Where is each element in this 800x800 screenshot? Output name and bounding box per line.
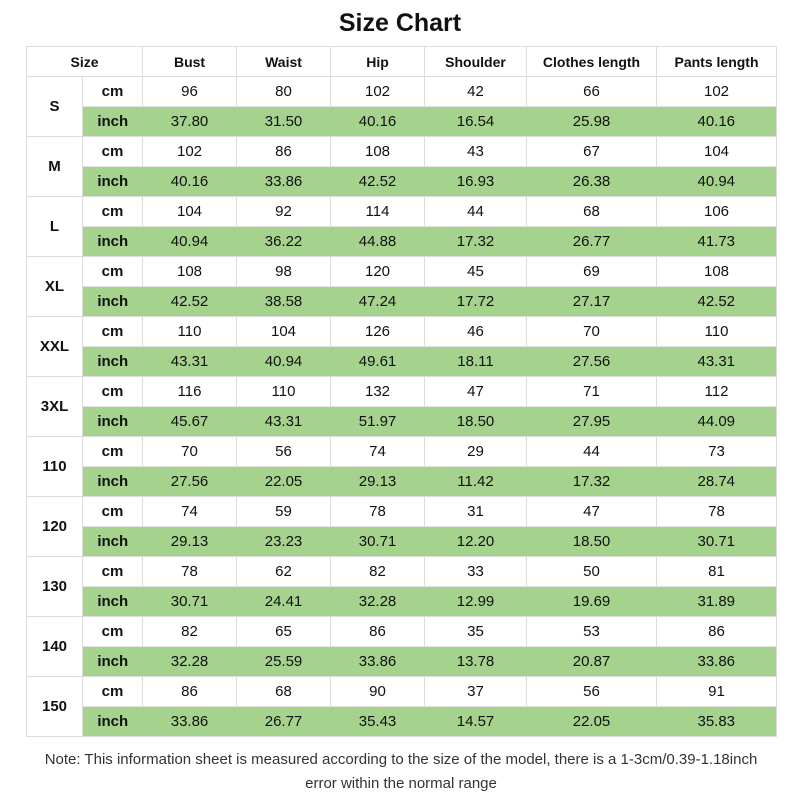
measurement-cell: 17.32 [425, 227, 527, 257]
measurement-cell: 59 [237, 497, 331, 527]
measurement-cell: 81 [657, 557, 777, 587]
measurement-cell: 40.94 [657, 167, 777, 197]
measurement-cell: 43.31 [657, 347, 777, 377]
unit-label-cm: cm [83, 77, 143, 107]
measurement-cell: 41.73 [657, 227, 777, 257]
measurement-cell: 65 [237, 617, 331, 647]
size-label: XXL [27, 317, 83, 377]
measurement-cell: 35 [425, 617, 527, 647]
measurement-cell: 38.58 [237, 287, 331, 317]
measurement-cell: 73 [657, 437, 777, 467]
measurement-cell: 106 [657, 197, 777, 227]
measurement-cell: 110 [237, 377, 331, 407]
measurement-cell: 71 [527, 377, 657, 407]
size-row-cm [27, 497, 777, 527]
measurement-cell: 90 [331, 677, 425, 707]
measurement-cell: 22.05 [527, 707, 657, 737]
unit-label-inch: inch [83, 347, 143, 377]
unit-label-cm: cm [83, 617, 143, 647]
measurement-cell: 69 [527, 257, 657, 287]
unit-label-cm: cm [83, 497, 143, 527]
size-row-cm [27, 257, 777, 287]
measurement-cell: 114 [331, 197, 425, 227]
measurement-cell: 96 [143, 77, 237, 107]
measurement-cell: 44.09 [657, 407, 777, 437]
measurement-cell: 80 [237, 77, 331, 107]
measurement-cell: 44 [527, 437, 657, 467]
unit-label-cm: cm [83, 377, 143, 407]
measurement-cell: 36.22 [237, 227, 331, 257]
size-label: 150 [27, 677, 83, 737]
measurement-cell: 33 [425, 557, 527, 587]
unit-label-inch: inch [83, 407, 143, 437]
size-row-inch [27, 347, 777, 377]
unit-label-cm: cm [83, 317, 143, 347]
measurement-cell: 56 [527, 677, 657, 707]
size-row-inch [27, 467, 777, 497]
measurement-cell: 32.28 [143, 647, 237, 677]
measurement-cell: 104 [657, 137, 777, 167]
measurement-cell: 46 [425, 317, 527, 347]
measurement-cell: 18.11 [425, 347, 527, 377]
measurement-cell: 104 [237, 317, 331, 347]
measurement-cell: 24.41 [237, 587, 331, 617]
size-row-cm [27, 377, 777, 407]
size-label: 130 [27, 557, 83, 617]
measurement-cell: 82 [331, 557, 425, 587]
measurement-cell: 12.99 [425, 587, 527, 617]
measurement-cell: 116 [143, 377, 237, 407]
measurement-cell: 18.50 [527, 527, 657, 557]
measurement-cell: 27.56 [143, 467, 237, 497]
header-bust: Bust [143, 47, 237, 77]
measurement-cell: 132 [331, 377, 425, 407]
size-label: S [27, 77, 83, 137]
measurement-cell: 23.23 [237, 527, 331, 557]
measurement-cell: 108 [143, 257, 237, 287]
measurement-cell: 26.77 [527, 227, 657, 257]
size-row-inch [27, 287, 777, 317]
unit-label-cm: cm [83, 257, 143, 287]
measurement-cell: 112 [657, 377, 777, 407]
measurement-cell: 82 [143, 617, 237, 647]
measurement-cell: 27.17 [527, 287, 657, 317]
size-row-inch [27, 407, 777, 437]
unit-label-inch: inch [83, 227, 143, 257]
measurement-cell: 86 [657, 617, 777, 647]
measurement-cell: 14.57 [425, 707, 527, 737]
unit-label-cm: cm [83, 557, 143, 587]
measurement-cell: 22.05 [237, 467, 331, 497]
measurement-cell: 11.42 [425, 467, 527, 497]
unit-label-inch: inch [83, 647, 143, 677]
measurement-cell: 37 [425, 677, 527, 707]
measurement-cell: 102 [143, 137, 237, 167]
unit-label-inch: inch [83, 167, 143, 197]
measurement-cell: 98 [237, 257, 331, 287]
measurement-cell: 104 [143, 197, 237, 227]
measurement-cell: 27.56 [527, 347, 657, 377]
measurement-cell: 108 [331, 137, 425, 167]
measurement-cell: 50 [527, 557, 657, 587]
measurement-cell: 26.77 [237, 707, 331, 737]
measurement-cell: 45 [425, 257, 527, 287]
measurement-cell: 43.31 [237, 407, 331, 437]
measurement-cell: 29.13 [331, 467, 425, 497]
measurement-cell: 40.16 [331, 107, 425, 137]
measurement-cell: 33.86 [237, 167, 331, 197]
size-row-inch [27, 527, 777, 557]
size-row-inch [27, 587, 777, 617]
measurement-cell: 17.72 [425, 287, 527, 317]
measurement-cell: 33.86 [657, 647, 777, 677]
size-row-cm [27, 437, 777, 467]
size-label: 120 [27, 497, 83, 557]
measurement-cell: 110 [657, 317, 777, 347]
measurement-cell: 31.89 [657, 587, 777, 617]
size-row-cm [27, 617, 777, 647]
measurement-cell: 37.80 [143, 107, 237, 137]
size-label: 140 [27, 617, 83, 677]
measurement-cell: 35.43 [331, 707, 425, 737]
measurement-cell: 78 [143, 557, 237, 587]
size-label: XL [27, 257, 83, 317]
measurement-cell: 42.52 [143, 287, 237, 317]
measurement-cell: 86 [237, 137, 331, 167]
unit-label-inch: inch [83, 467, 143, 497]
size-label: 3XL [27, 377, 83, 437]
size-row-inch [27, 647, 777, 677]
measurement-cell: 70 [527, 317, 657, 347]
measurement-cell: 62 [237, 557, 331, 587]
measurement-cell: 47 [527, 497, 657, 527]
measurement-cell: 19.69 [527, 587, 657, 617]
size-row-cm [27, 137, 777, 167]
unit-label-cm: cm [83, 197, 143, 227]
measurement-cell: 29 [425, 437, 527, 467]
measurement-note: Note: This information sheet is measured according to the size of the model, there is a 1-3cm/0.39-1.18inch error within the normal range [44, 751, 758, 792]
size-row-cm [27, 677, 777, 707]
measurement-cell: 67 [527, 137, 657, 167]
header-pants-length: Pants length [657, 47, 777, 77]
measurement-cell: 68 [237, 677, 331, 707]
unit-label-inch: inch [83, 287, 143, 317]
measurement-cell: 74 [143, 497, 237, 527]
measurement-cell: 33.86 [331, 647, 425, 677]
size-row-cm [27, 557, 777, 587]
measurement-cell: 30.71 [657, 527, 777, 557]
measurement-cell: 126 [331, 317, 425, 347]
size-row-inch [27, 167, 777, 197]
size-row-inch [27, 227, 777, 257]
measurement-cell: 35.83 [657, 707, 777, 737]
measurement-cell: 70 [143, 437, 237, 467]
measurement-cell: 16.54 [425, 107, 527, 137]
unit-label-cm: cm [83, 437, 143, 467]
measurement-cell: 27.95 [527, 407, 657, 437]
measurement-cell: 53 [527, 617, 657, 647]
measurement-cell: 43.31 [143, 347, 237, 377]
unit-label-cm: cm [83, 677, 143, 707]
measurement-cell: 20.87 [527, 647, 657, 677]
header-waist: Waist [237, 47, 331, 77]
unit-label-inch: inch [83, 107, 143, 137]
unit-label-inch: inch [83, 587, 143, 617]
unit-label-cm: cm [83, 137, 143, 167]
unit-label-inch: inch [83, 527, 143, 557]
measurement-cell: 40.94 [143, 227, 237, 257]
measurement-cell: 31.50 [237, 107, 331, 137]
measurement-cell: 40.16 [657, 107, 777, 137]
size-row-cm [27, 317, 777, 347]
measurement-cell: 45.67 [143, 407, 237, 437]
measurement-cell: 92 [237, 197, 331, 227]
measurement-cell: 47 [425, 377, 527, 407]
measurement-cell: 30.71 [331, 527, 425, 557]
chart-body [27, 77, 777, 737]
measurement-cell: 18.50 [425, 407, 527, 437]
measurement-cell: 108 [657, 257, 777, 287]
header-size: Size [27, 47, 143, 77]
measurement-cell: 30.71 [143, 587, 237, 617]
measurement-cell: 86 [331, 617, 425, 647]
size-label: L [27, 197, 83, 257]
unit-label-inch: inch [83, 707, 143, 737]
measurement-cell: 68 [527, 197, 657, 227]
size-label: 110 [27, 437, 83, 497]
measurement-cell: 25.59 [237, 647, 331, 677]
measurement-cell: 43 [425, 137, 527, 167]
measurement-cell: 102 [331, 77, 425, 107]
size-row-cm [27, 197, 777, 227]
measurement-cell: 66 [527, 77, 657, 107]
measurement-cell: 40.16 [143, 167, 237, 197]
measurement-cell: 51.97 [331, 407, 425, 437]
measurement-cell: 26.38 [527, 167, 657, 197]
size-chart-table [26, 46, 777, 737]
size-label: M [27, 137, 83, 197]
measurement-cell: 120 [331, 257, 425, 287]
measurement-cell: 40.94 [237, 347, 331, 377]
measurement-cell: 49.61 [331, 347, 425, 377]
measurement-cell: 78 [657, 497, 777, 527]
size-row-cm [27, 77, 777, 107]
measurement-cell: 91 [657, 677, 777, 707]
measurement-cell: 12.20 [425, 527, 527, 557]
measurement-cell: 86 [143, 677, 237, 707]
measurement-cell: 29.13 [143, 527, 237, 557]
header-hip: Hip [331, 47, 425, 77]
measurement-cell: 25.98 [527, 107, 657, 137]
measurement-cell: 16.93 [425, 167, 527, 197]
page-title: Size Chart [338, 8, 462, 37]
header-shoulder: Shoulder [425, 47, 527, 77]
measurement-cell: 17.32 [527, 467, 657, 497]
measurement-cell: 42.52 [331, 167, 425, 197]
measurement-cell: 110 [143, 317, 237, 347]
size-row-inch [27, 107, 777, 137]
measurement-cell: 13.78 [425, 647, 527, 677]
measurement-cell: 42.52 [657, 287, 777, 317]
measurement-cell: 31 [425, 497, 527, 527]
measurement-cell: 28.74 [657, 467, 777, 497]
size-row-inch [27, 707, 777, 737]
measurement-cell: 33.86 [143, 707, 237, 737]
measurement-cell: 56 [237, 437, 331, 467]
measurement-cell: 44.88 [331, 227, 425, 257]
header-row [27, 47, 777, 77]
measurement-cell: 42 [425, 77, 527, 107]
measurement-cell: 32.28 [331, 587, 425, 617]
measurement-cell: 102 [657, 77, 777, 107]
measurement-cell: 44 [425, 197, 527, 227]
measurement-cell: 47.24 [331, 287, 425, 317]
header-clothes-length: Clothes length [527, 47, 657, 77]
measurement-cell: 78 [331, 497, 425, 527]
measurement-cell: 74 [331, 437, 425, 467]
